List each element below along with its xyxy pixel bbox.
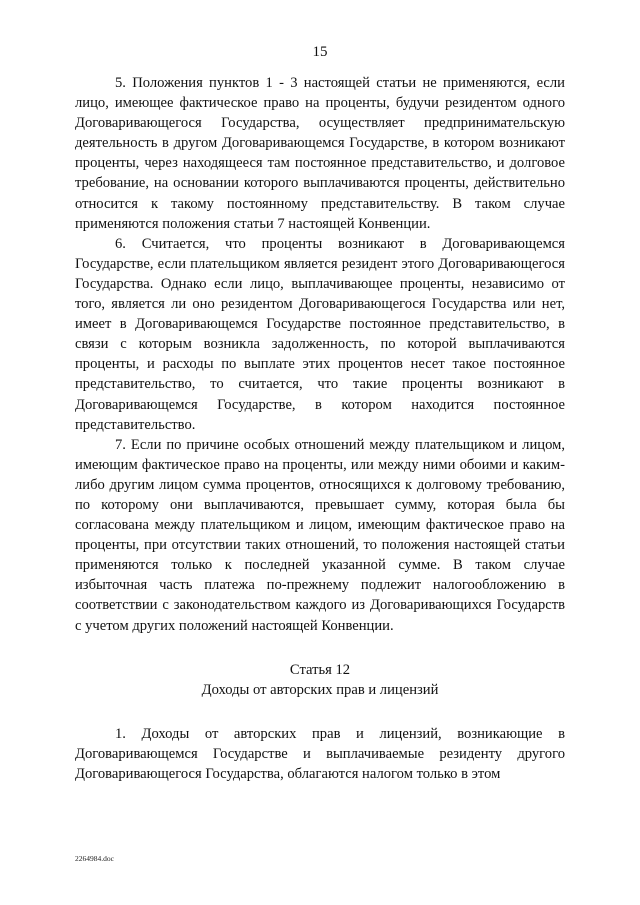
document-body <box>75 73 565 784</box>
article-paragraph-1: 1. Доходы от авторских прав и лицензий, возникающие в Договаривающемся Государстве и выплачиваемые резиденту другого Договаривающегося Государства, облагаются налогом только в этом <box>75 725 565 782</box>
article-title: Доходы от авторских прав и лицензий <box>201 681 439 698</box>
paragraph-7: 7. Если по причине особых отношений между плательщиком и лицом, имеющим фактическое право на проценты, или между ними обоими и каким-либо другим лицом сумма процентов, относящихся к долговому требованию, по которому они выплачиваются, превышает сумму, которая была бы согласована между плательщиком и лицом, имеющим фактическое право на проценты, при отсутствии таких отношений, то положения настоящей статьи применяются только к последней указанной сумме. В таком случае избыточная часть платежа по-прежнему подлежит налогообложению в соответствии с законодательством каждого из Договаривающихся Государств с учетом других положений настоящей Конвенции. <box>75 436 565 634</box>
article-number: Статья 12 <box>289 661 351 678</box>
footer-document-id: 2264984.doc <box>75 854 114 863</box>
page-number: 15 <box>312 44 328 60</box>
paragraph-5: 5. Положения пунктов 1 - 3 настоящей статьи не применяются, если лицо, имеющее фактическое право на проценты, будучи резидентом одного Договаривающегося Государства, осуществляет предпринимательскую деятельность в другом Договаривающемся Государстве, в котором возникают проценты, через находящееся там постоянное представительство, и долговое требование, на основании которого выплачиваются проценты, действительно относится к такому постоянному представительству. В таком случае применяются положения статьи 7 настоящей Конвенции. <box>75 75 565 232</box>
paragraph-6: 6. Считается, что проценты возникают в Договаривающемся Государстве, если плательщиком является резидент этого Договаривающегося Государства. Однако если лицо, выплачивающее проценты, независимо от того, является ли оно резидентом Договаривающегося Государства или нет, имеет в Договаривающемся Государстве постоянное представительство, в связи с которым возникла задолженность, по которой выплачиваются проценты, и расходы по выплате этих процентов несет такое постоянное представительство, то считается, что такие проценты возникают в Договаривающемся Государстве, в котором находится постоянное представительство. <box>75 235 565 433</box>
